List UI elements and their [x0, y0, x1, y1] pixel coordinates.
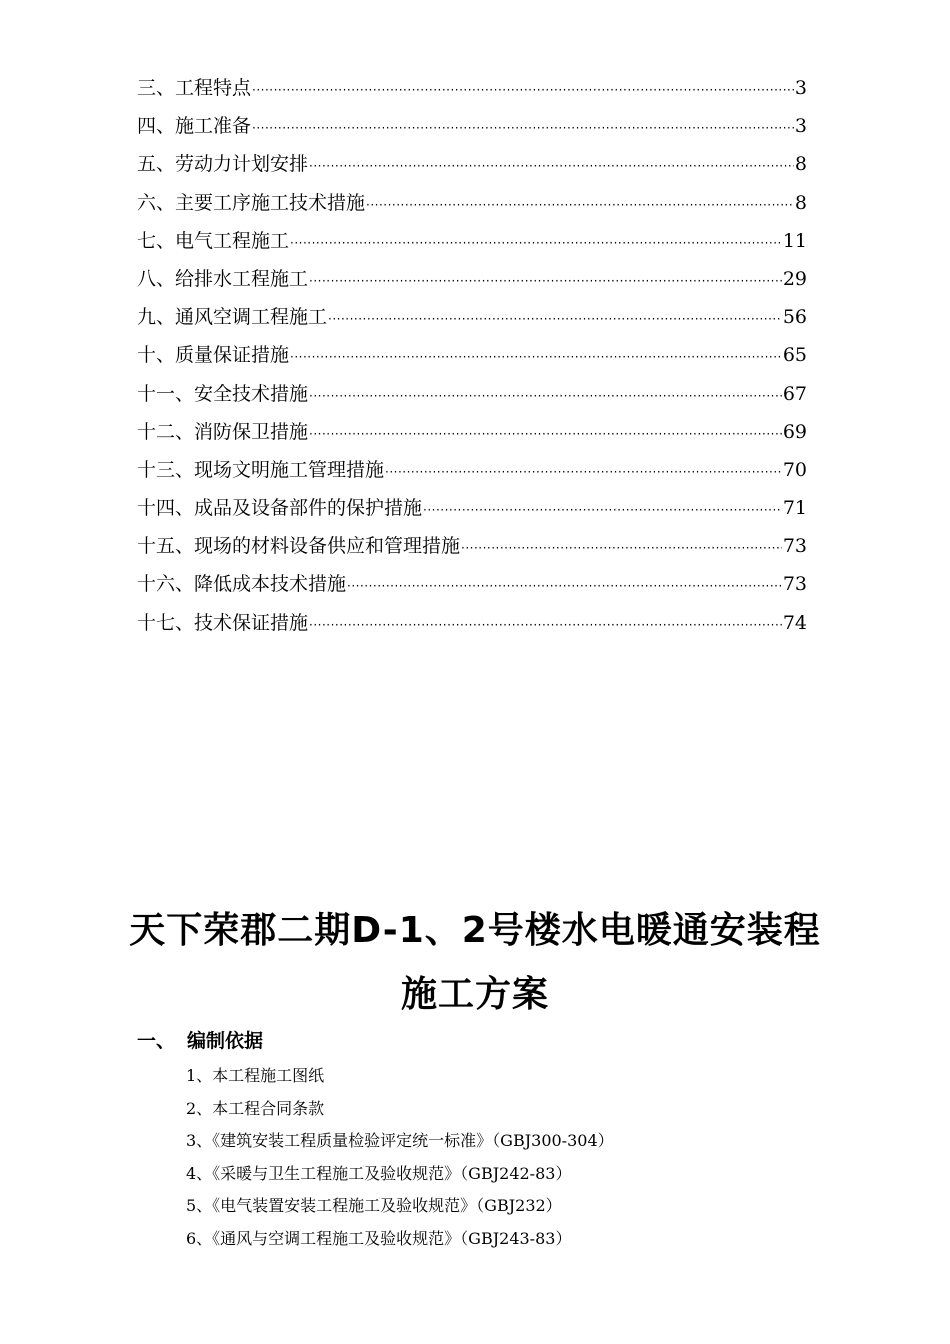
toc-entry-label: 十六、降低成本技术措施 [137, 573, 347, 596]
toc-dot-leader [328, 300, 782, 338]
toc-dot-leader [309, 377, 782, 415]
toc-entry[interactable] [137, 222, 807, 260]
toc-entry[interactable] [137, 489, 807, 527]
toc-entry-label: 十七、技术保证措施 [137, 611, 309, 634]
toc-page-number: 3 [794, 77, 807, 99]
toc-entry-label: 十三、现场文明施工管理措施 [137, 458, 385, 481]
toc-entry[interactable] [137, 298, 807, 336]
toc-entry[interactable] [137, 69, 807, 107]
toc-page-number: 71 [782, 497, 807, 520]
toc-page-number: 11 [782, 229, 807, 252]
toc-dot-leader [252, 109, 794, 147]
toc-page-number: 8 [794, 153, 807, 176]
toc-entry[interactable] [137, 336, 807, 374]
toc-entry-label: 十五、现场的材料设备供应和管理措施 [137, 535, 461, 558]
basis-list-item: 1、本工程施工图纸 [186, 1066, 325, 1085]
toc-entry-label: 十一、安全技术措施 [137, 382, 309, 405]
toc-page-number: 70 [782, 458, 807, 481]
toc-page-number: 3 [794, 115, 807, 138]
toc-entry[interactable] [137, 375, 807, 413]
table-of-contents [137, 69, 807, 642]
toc-dot-leader [309, 415, 782, 453]
toc-entry[interactable] [137, 413, 807, 451]
basis-list-item: 6、《通风与空调工程施工及验收规范》（GBJ243-83） [186, 1228, 572, 1248]
toc-dot-leader [366, 186, 794, 224]
toc-entry[interactable] [137, 565, 807, 603]
toc-entry[interactable] [137, 260, 807, 298]
toc-page-number: 8 [794, 191, 807, 214]
toc-dot-leader [309, 147, 794, 185]
toc-entry-label: 十二、消防保卫措施 [137, 420, 309, 443]
toc-dot-leader [309, 606, 782, 644]
basis-list [186, 1060, 614, 1255]
toc-entry-label: 七、电气工程施工 [137, 229, 290, 252]
toc-dot-leader [290, 338, 782, 376]
basis-list-item: 4、《采暖与卫生工程施工及验收规范》（GBJ242-83） [186, 1163, 572, 1183]
section-number: 一、 [137, 1030, 176, 1052]
basis-list-item: 2、本工程合同条款 [186, 1098, 325, 1118]
toc-entry[interactable] [137, 604, 807, 642]
document-subtitle: 施工方案 [400, 974, 549, 1015]
basis-list-item: 3、《建筑安装工程质量检验评定统一标准》（GBJ300-304） [186, 1131, 614, 1150]
toc-page-number: 69 [782, 420, 807, 443]
toc-entry-label: 三、工程特点 [137, 77, 252, 99]
toc-page-number: 65 [782, 344, 807, 367]
toc-entry-label: 十四、成品及设备部件的保护措施 [137, 497, 423, 520]
toc-dot-leader [423, 491, 782, 529]
toc-entry-label: 八、给排水工程施工 [137, 267, 309, 290]
toc-dot-leader [385, 453, 782, 491]
toc-entry[interactable] [137, 184, 807, 222]
toc-entry-label: 六、主要工序施工技术措施 [137, 191, 366, 214]
toc-dot-leader [290, 224, 782, 262]
toc-page-number: 73 [782, 535, 807, 558]
toc-entry-label: 四、施工准备 [137, 115, 252, 138]
toc-page-number: 73 [782, 573, 807, 596]
toc-dot-leader [252, 71, 794, 109]
section-title: 编制依据 [187, 1030, 264, 1052]
toc-entry-label: 九、通风空调工程施工 [137, 306, 328, 329]
section-heading [137, 1026, 263, 1053]
toc-page-number: 56 [782, 306, 807, 329]
toc-dot-leader [347, 567, 782, 605]
toc-page-number: 29 [782, 267, 807, 290]
toc-entry[interactable] [137, 451, 807, 489]
toc-dot-leader [461, 529, 782, 567]
toc-page-number: 74 [782, 611, 807, 634]
basis-list-item: 5、《电气装置安装工程施工及验收规范》（GBJ232） [186, 1196, 562, 1215]
toc-entry[interactable] [137, 145, 807, 183]
toc-entry[interactable] [137, 107, 807, 145]
document-title: 天下荣郡二期D-1、2号楼水电暖通安装程 [129, 910, 821, 951]
toc-dot-leader [309, 262, 782, 300]
toc-entry-label: 五、劳动力计划安排 [137, 153, 309, 176]
toc-entry[interactable] [137, 527, 807, 565]
toc-entry-label: 十、质量保证措施 [137, 344, 290, 367]
toc-page-number: 67 [782, 382, 807, 405]
